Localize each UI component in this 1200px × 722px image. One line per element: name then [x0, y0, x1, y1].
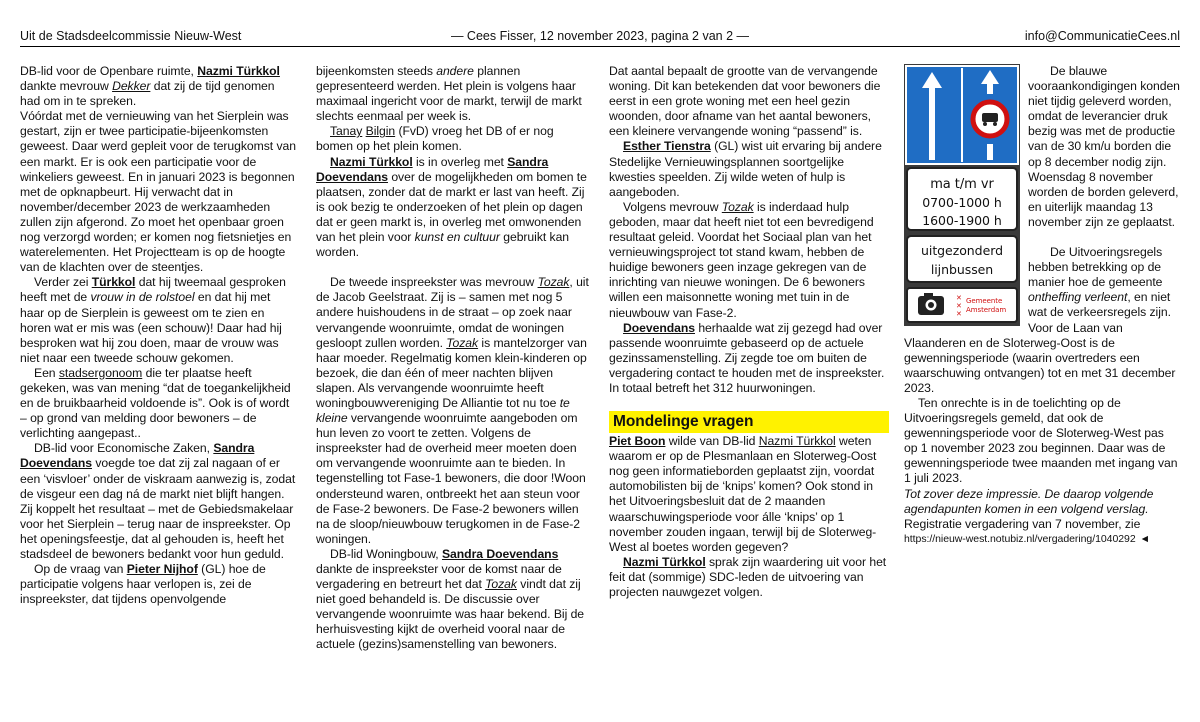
paragraph: Tanay Bilgin (FvD) vroeg het DB of er nog bomen op het plein komen. — [316, 124, 554, 154]
sign-exception-2: lijnbussen — [930, 262, 994, 277]
column-4 — [904, 64, 1180, 704]
paragraph: DB-lid voor de Openbare ruimte, Nazmi Türkkol dankte mevrouw Dekker dat zij de tijd genomen had om in te spreken. — [20, 64, 280, 109]
sign-time-1: 0700-1000 h — [922, 195, 1002, 210]
paragraph: Piet Boon wilde van DB-lid Nazmi Türkkol weten waarom er op de Plesmanlaan en Sloterweg-Oost nog geen informatieborden geplaatst zijn, voordat automobilisten bij de ‘knips’ komen? Ook stond in het Uitvoeringsbesluit dat de 2 maanden waarschuwingsperiode voor álle ‘knips’ op 1 november zouden ingaan, terwijl bij de Sloterweg-West al boetes worden gegeven? — [609, 434, 877, 554]
paragraph: Doevendans herhaalde wat zij gezegd had over passende woonruimte gebaseerd op de actuele gezinssamenstelling. Zij zegde toe om buiten de vergadering contact te houden met de inspreekster. In totaal betreft het 312 huurwoningen. — [609, 320, 885, 395]
closing-notice: Tot zover deze impressie. De daarop volgende agendapunten komen in een volgend verslag. — [904, 486, 1154, 516]
sign-exception-1: uitgezonderd — [921, 243, 1003, 258]
column-2 — [316, 64, 592, 704]
traffic-sign-image — [904, 64, 1020, 326]
paragraph: Esther Tienstra (GL) wist uit ervaring bij andere Stedelijke Vernieuwingsplannen soortgelijke kwesties speelden. Zij wilde weten of hulp is aangeboden. — [609, 139, 882, 199]
header-author-date: — Cees Fisser, 12 november 2023, pagina 2 van 2 — — [450, 29, 750, 43]
sign-time-2: 1600-1900 h — [922, 213, 1002, 228]
paragraph: DB-lid Woningbouw, Sandra Doevendans dankte de inspreekster voor de komst naar de vergadering en betreurt het dat Tozak vindt dat zij niet goed behandeld is. De discussie over vervangende woonruimte was haar bekend. Bij de herhuisvesting kijkt de overheid vooral naar de actuele (gezins)samenstelling van bewoners. — [316, 546, 585, 652]
paragraph: bijeenkomsten steeds andere plannen gepresenteerd werden. Het plein is volgens haar maximaal ingericht voor de markt, terwijl de markt slechts eenmaal per week is. — [316, 64, 582, 124]
paragraph: Ten onrechte is in de toelichting op de Uitvoeringsregels gemeld, dat ook de gewenningsperiode voor de Sloterweg-West pas op 1 november 2023 zou beginnen. Daar was de gewenningsperiode twee maanden met ingang van 1 juli 2023. — [904, 395, 1178, 486]
section-heading: Mondelinge vragen — [609, 411, 889, 433]
paragraph: Een stadsergonoom die ter plaatse heeft gekeken, was van mening “dat de toegankelijkheid en de bruikbaarheid voldoende is”. Ook is of wordt – op grond van melding door bewoners – de verlichting aangepast.. — [20, 365, 291, 441]
paragraph: Dat aantal bepaalt de grootte van de vervangende woning. Dit kan betekenden dat voor bewoners die eerst in een grote woning met een heel gezin woonden, door afname van het aantal bewoners, een kleinere vervangende woning “passend” is. — [609, 64, 881, 139]
traffic-sign-icon — [904, 64, 1020, 326]
paragraph: Op de vraag van Pieter Nijhof (GL) hoe de participatie volgens haar verlopen is, zei de inspreekster, dat tijdens openvolgende — [20, 562, 266, 607]
sign-days-text: ma t/m vr — [930, 177, 994, 192]
svg-text:✕: ✕ — [956, 302, 962, 310]
registration-link[interactable]: https://nieuw-west.notubiz.nl/vergadering/1040292 — [904, 532, 1136, 545]
paragraph: De tweede inspreekster was mevrouw Tozak, uit de Jacob Geelstraat. Zij is – samen met nog 5 andere huishoudens in de straat – op zoek naar vervangende woonruimte, omdat de woningen gesloopt zullen worden. Tozak is mantelzorger van haar moeder. Regelmatig komen klein-kinderen op bezoek, die dan één of meer nachten blijven slapen. Als vervangende woonruimte heeft woningbouwvereniging De Alliantie tot nu toe te kleine vervangende woonruimte aangeboden om hun leven zo voort te zetten. Volgens de inspreekster had de overheid meer moeten doen om vervangende woonruimte aan te bieden. In tegenstelling tot Fase-1 bewoners, die door !Woon ondersteund waren, ontbreekt het aan steun voor de Fase-2 bewoners. De Fase-2 bewoners willen na de sloop/nieuwbouw terugkomen in de Fase-2 woningen. — [316, 275, 589, 546]
svg-text:✕: ✕ — [956, 310, 962, 318]
svg-text:✕: ✕ — [956, 294, 962, 302]
header-source: Uit de Stadsdeelcommissie Nieuw-West — [20, 29, 242, 43]
paragraph: Volgens mevrouw Tozak is inderdaad hulp geboden, maar dat heeft niet tot een bevredigend resultaat geleid. Voordat het Sociaal plan van het vernieuwingsproject tot stand kwam, hebben de huidige bewoners geen inzage gekregen van de inrichting van nieuwe woningen. De 6 bewoners willen een maisonnette woning met tuin in de nieuwbouw van Fase-2. — [609, 199, 874, 320]
page-header — [20, 28, 1180, 47]
paragraph: Vóórdat met de vernieuwing van het Sierplein was gestart, zijn er twee participatie-bijeenkomsten geweest. Daar werd gepleit voor de terugkomst van een markt. Er is ook een participatie voor de winkeliers geweest. En in januari 2023 is begonnen met de opknapbeurt. Hij verwacht dat in november/december 2023 de werkzaamheden zullen zijn afgerond. Zo moet het openbaar groen nog verzorgd worden; er komen nog fietsnietjes en waterelementen. Het Projectteam is op de hoogte van de klachten over de steentjes. — [20, 109, 296, 275]
paragraph: Nazmi Türkkol sprak zijn waardering uit voor het feit dat (sommige) SDC-leden de uitvoering van projecten nauwgezet volgen. — [609, 554, 887, 599]
paragraph: DB-lid voor Economische Zaken, Sandra Doevendans voegde toe dat zij zal nagaan of er een ‘visvloer’ onder de viskraam aanwezig is, zodat de visgeur een dag ná de markt niet blijft hangen. Zij koppelt het resultaat – met de Gebiedsmakelaar voor het Sierplein – terug naar de inspreekster. Op het openingsfeestje, dat al gehouden is, heeft het stadsdeel de bewoners bedankt voor hun geduld. — [20, 441, 296, 561]
paragraph: Nazmi Türkkol is in overleg met Sandra Doevendans over de mogelijkheden om bomen te plaatsen, zonder dat de markt er last van heeft. Zij is ook bezig te onderzoeken of het plein op dagen dat er geen markt is, in overleg met omwonenden van het plein voor kunst en cultuur gebruikt kan worden. — [316, 154, 587, 260]
registration-text: Registratie vergadering van 7 november, zie — [904, 516, 1141, 531]
paragraph: De blauwe vooraankondigingen konden niet tijdig geleverd worden, omdat de leverancier druk bezig was met de productie van de 30 km/u borden die op 8 december nodig zijn. Woensdag 8 november worden de borden geleverd, en uiterlijk maandag 13 november zijn ze geplaatst. — [1028, 64, 1180, 229]
registration-link-row — [904, 532, 1180, 547]
column-3 — [609, 64, 889, 704]
paragraph: Verder zei Türkkol dat hij tweemaal gesproken heeft met de vrouw in de rolstoel en dat hij met haar op de Sierplein is geweest om te zien en horen wat er mis was (een schouw)! Daar had hij besproken wat hij zou doen, maar de vrouw was niet naar een tweede schouw gekomen. — [20, 275, 286, 365]
arrow-left-icon: ◄ — [1139, 532, 1150, 545]
sign-city-2: Amsterdam — [966, 306, 1007, 314]
paragraph: De Uitvoeringsregels hebben betrekking op de manier hoe de gemeente ontheffing verleent, en niet wat de verkeersregels zijn. Voor de Laan van Vlaanderen en de Sloterweg-Oost is de gewenningsperiode (waarin overtreders een waarschuwing ontvangen) tot en met 31 december 2023. — [904, 245, 1176, 395]
header-email-link[interactable]: info@CommunicatieCees.nl — [1024, 29, 1180, 43]
sign-city-1: Gemeente — [966, 297, 1003, 305]
column-1 — [20, 64, 296, 704]
